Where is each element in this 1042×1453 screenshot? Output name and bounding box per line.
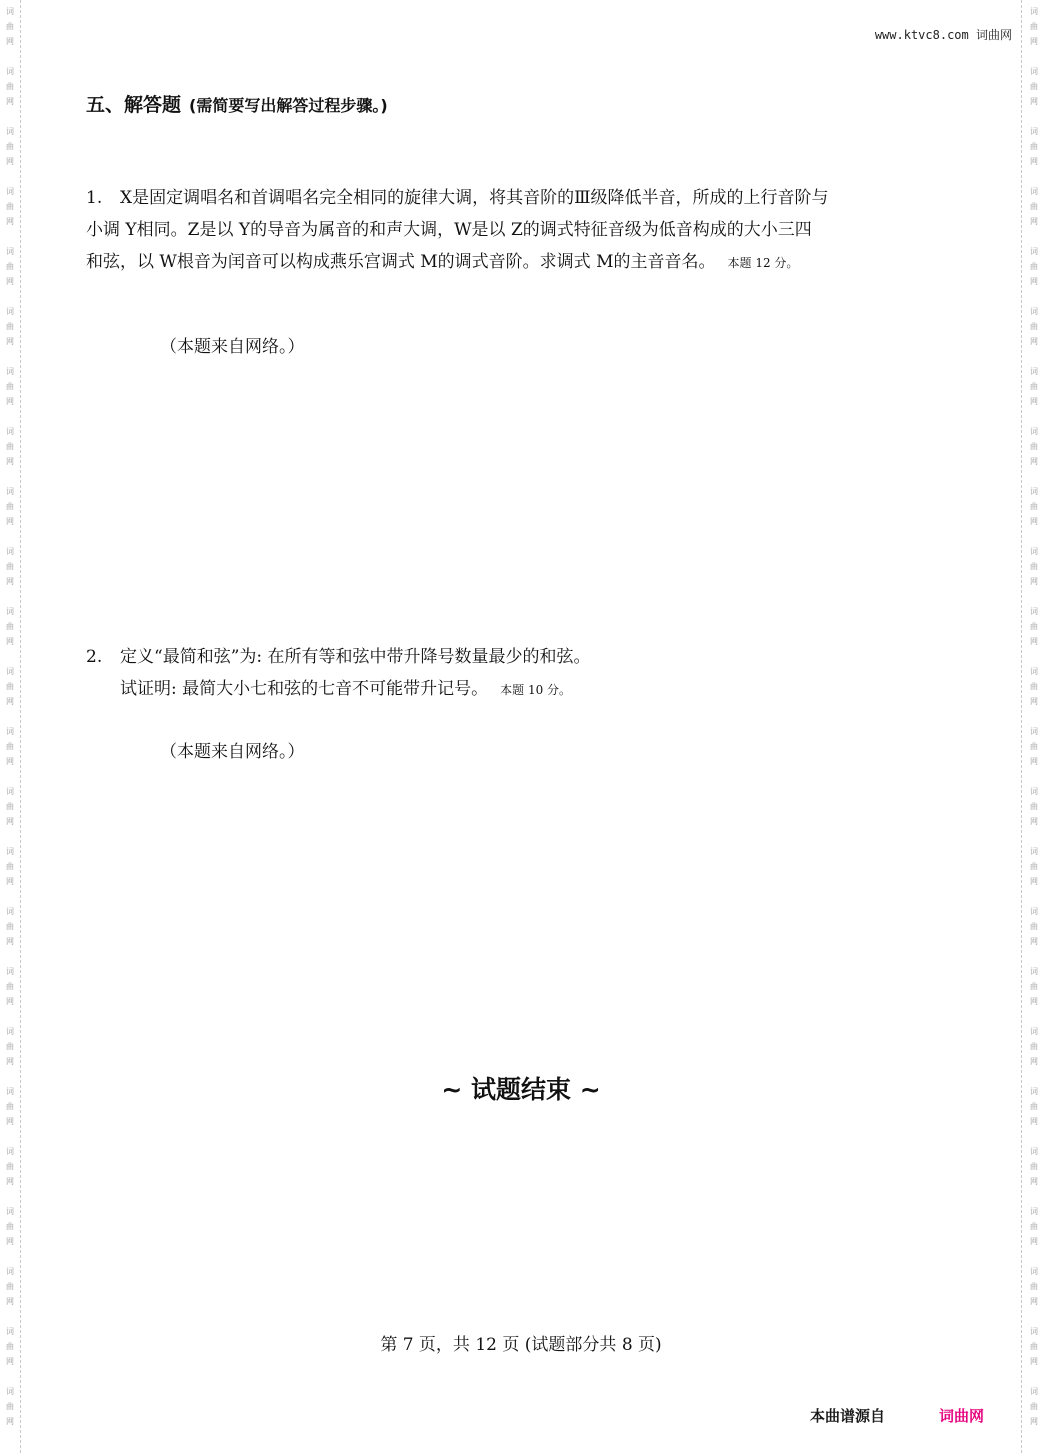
watermark-mark: 词曲网 (1030, 1087, 1038, 1126)
question-line (86, 182, 966, 214)
question-line (86, 673, 966, 706)
watermark-mark: 词曲网 (1030, 67, 1038, 106)
credit-label: 本曲谱源自 (810, 1407, 886, 1425)
watermark-mark: 词曲网 (1030, 1027, 1038, 1066)
watermark-mark: 词曲网 (6, 1387, 14, 1426)
watermark-mark: 词曲网 (6, 247, 14, 286)
watermark-mark: 词曲网 (1030, 247, 1038, 286)
watermark-mark: 词曲网 (6, 727, 14, 766)
question-1 (86, 182, 966, 279)
watermark-mark: 词曲网 (1030, 427, 1038, 466)
watermark-mark: 词曲网 (1030, 607, 1038, 646)
watermark-mark: 词曲网 (6, 427, 14, 466)
section-subtitle: (需简要写出解答过程步骤。) (189, 96, 388, 115)
watermark-mark: 词曲网 (1030, 1327, 1038, 1366)
watermark-mark: 词曲网 (1030, 667, 1038, 706)
left-watermark-strip (0, 0, 21, 1453)
watermark-mark: 词曲网 (6, 307, 14, 346)
question-text: 和弦，以 W根音为闰音可以构成燕乐宫调式 M的调式音阶。求调式 M的主音音名。 (86, 252, 716, 272)
watermark-mark: 词曲网 (1030, 787, 1038, 826)
question-text: 小调 Y相同。Z是以 Y的导音为属音的和声大调，W是以 Z的调式特征音级为低音构成的大小三四 (86, 220, 812, 240)
watermark-mark: 词曲网 (6, 967, 14, 1006)
header-url: www.ktvc8.com (874, 28, 969, 42)
watermark-mark: 词曲网 (1030, 127, 1038, 166)
question-line (86, 246, 966, 279)
watermark-mark: 词曲网 (6, 487, 14, 526)
watermark-mark: 词曲网 (1030, 967, 1038, 1006)
section-title: 五、解答题 (86, 94, 182, 116)
watermark-mark: 词曲网 (6, 67, 14, 106)
question-score: 本题 12 分。 (727, 256, 799, 270)
watermark-mark: 词曲网 (6, 787, 14, 826)
watermark-mark: 词曲网 (6, 1147, 14, 1186)
question-text: X是固定调唱名和首调唱名完全相同的旋律大调，将其音阶的Ⅲ级降低半音，所成的上行音阶与 (120, 188, 829, 208)
watermark-mark: 词曲网 (6, 847, 14, 886)
watermark-mark: 词曲网 (1030, 1207, 1038, 1246)
question-line (86, 641, 966, 673)
watermark-mark: 词曲网 (1030, 307, 1038, 346)
source-note: （本题来自网络。） (160, 742, 305, 762)
source-note: （本题来自网络。） (160, 337, 305, 357)
watermark-mark: 词曲网 (1030, 1147, 1038, 1186)
watermark-mark: 词曲网 (6, 367, 14, 406)
watermark-mark: 词曲网 (1030, 907, 1038, 946)
watermark-mark: 词曲网 (1030, 1387, 1038, 1426)
right-watermark-strip (1021, 0, 1042, 1453)
watermark-mark: 词曲网 (6, 1087, 14, 1126)
question-2 (86, 641, 966, 706)
watermark-mark: 词曲网 (1030, 847, 1038, 886)
watermark-mark: 词曲网 (1030, 187, 1038, 226)
watermark-mark: 词曲网 (1030, 1267, 1038, 1306)
header-site-name: 词曲网 (975, 28, 1012, 42)
question-text: 试证明: 最简大小七和弦的七音不可能带升记号。 (120, 679, 489, 699)
watermark-mark: 词曲网 (6, 907, 14, 946)
watermark-mark: 词曲网 (6, 187, 14, 226)
page-number-footer: 第 7 页，共 12 页 (试题部分共 8 页) (380, 1335, 662, 1355)
watermark-mark: 词曲网 (6, 607, 14, 646)
watermark-mark: 词曲网 (6, 1027, 14, 1066)
exam-end-mark: ~ 试题结束 ~ (441, 1075, 601, 1104)
watermark-mark: 词曲网 (1030, 7, 1038, 46)
watermark-mark: 词曲网 (1030, 367, 1038, 406)
watermark-mark: 词曲网 (6, 127, 14, 166)
header-site-link[interactable] (875, 26, 1012, 43)
watermark-mark: 词曲网 (1030, 547, 1038, 586)
watermark-mark: 词曲网 (1030, 487, 1038, 526)
watermark-mark: 词曲网 (6, 667, 14, 706)
watermark-mark: 词曲网 (1030, 727, 1038, 766)
watermark-mark: 词曲网 (6, 1207, 14, 1246)
question-number: 2. (86, 647, 103, 667)
watermark-mark: 词曲网 (6, 547, 14, 586)
credit-site-link[interactable]: 词曲网 (939, 1407, 985, 1425)
question-line (86, 214, 966, 246)
source-credit (810, 1405, 984, 1426)
question-text: 定义“最简和弦”为: 在所有等和弦中带升降号数量最少的和弦。 (120, 647, 591, 667)
question-score: 本题 10 分。 (500, 683, 572, 697)
question-number: 1. (86, 188, 103, 208)
section-heading (86, 90, 388, 117)
watermark-mark: 词曲网 (6, 1327, 14, 1366)
watermark-mark: 词曲网 (6, 7, 14, 46)
watermark-mark: 词曲网 (6, 1267, 14, 1306)
